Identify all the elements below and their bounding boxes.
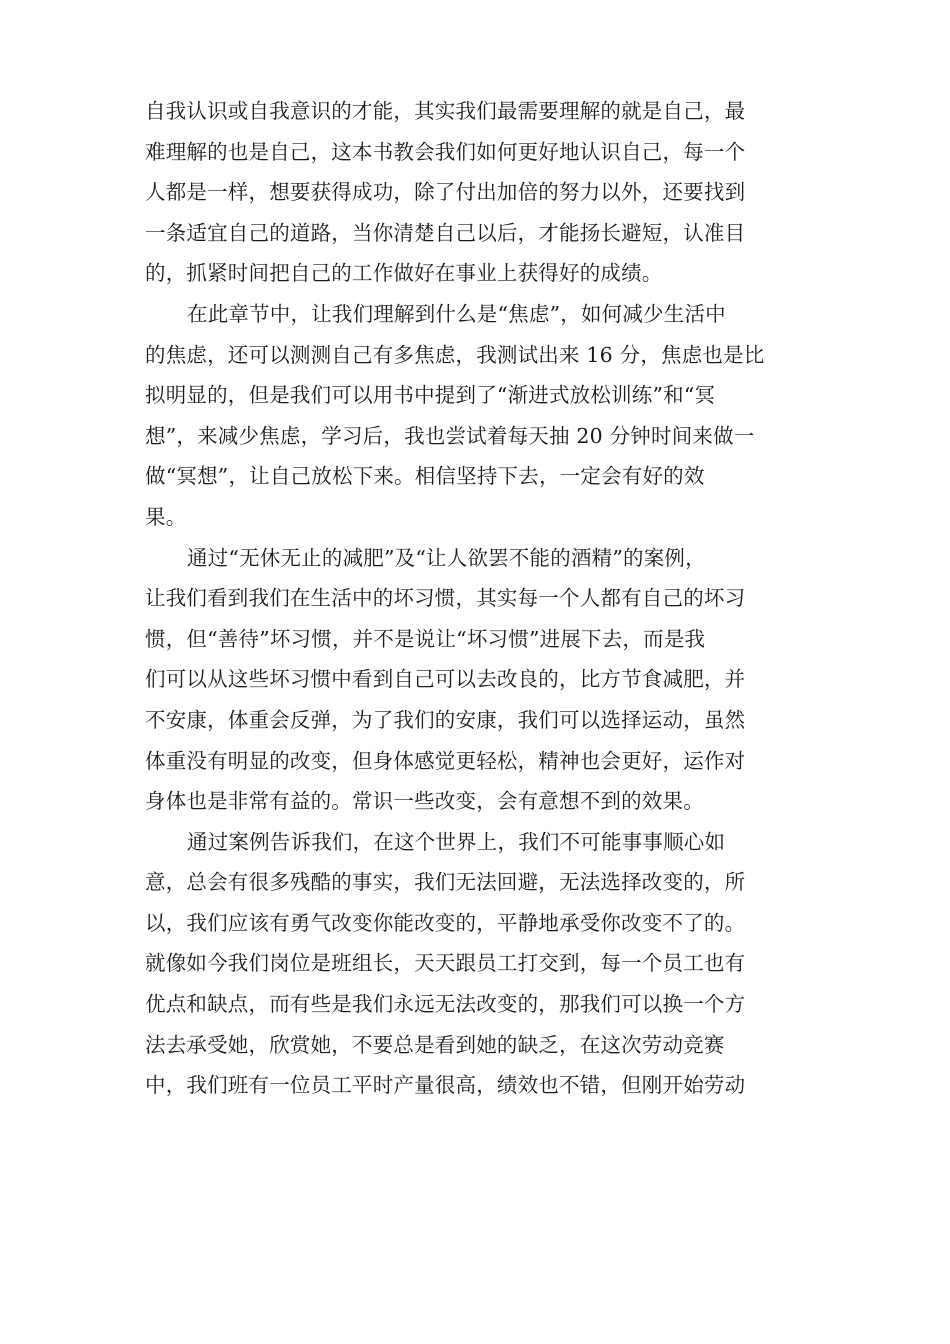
paragraph-line: 拟明显的，但是我们可以用书中提到了“渐进式放松训练”和“冥 xyxy=(145,383,716,408)
paragraph-line: 自我认识或自我意识的才能，其实我们最需要理解的就是自己，最 xyxy=(145,99,746,123)
paragraph-line: 通过案例告诉我们，在这个世界上，我们不可能事事顺心如 xyxy=(187,829,726,854)
paragraph-line: 法去承受她，欣赏她，不要总是看到她的缺乏，在这次劳动竞赛 xyxy=(145,1032,725,1057)
paragraph-line: 的，抓紧时间把自己的工作做好在事业上获得好的成绩。 xyxy=(145,261,663,286)
paragraph-line: 惯，但“善待”坏习惯，并不是说让“坏习惯”进展下去，而是我 xyxy=(145,626,706,651)
paragraph-line: 难理解的也是自己，这本书教会我们如何更好地认识自己，每一个 xyxy=(145,139,746,164)
paragraph-line: 身体也是非常有益的。常识一些改变，会有意想不到的效果。 xyxy=(145,789,704,814)
paragraph-line: 果。 xyxy=(145,504,187,529)
paragraph-line: 不安康，体重会反弹，为了我们的安康，我们可以选择运动，虽然 xyxy=(145,707,746,732)
paragraph-line: 体重没有明显的改变，但身体感觉更轻松，精神也会更好，运作对 xyxy=(145,748,746,773)
paragraph-line: 优点和缺点，而有些是我们永远无法改变的，那我们可以换一个方 xyxy=(145,992,746,1017)
paragraph-line: 想”，来减少焦虑，学习后，我也尝试着每天抽 20 分钟时间来做一 xyxy=(145,423,755,448)
paragraph-line: 中，我们班有一位员工平时产量很高，绩效也不错，但刚开始劳动 xyxy=(145,1073,746,1098)
document-body xyxy=(145,91,815,1106)
paragraph-line: 做“冥想”，让自己放松下来。相信坚持下去，一定会有好的效 xyxy=(145,464,705,489)
paragraph-line: 在此章节中，让我们理解到什么是“焦虑”，如何减少生活中 xyxy=(187,301,726,326)
paragraph-line: 就像如今我们岗位是班组长，天天跟员工打交到，每一个员工也有 xyxy=(145,951,746,976)
paragraph-line: 的焦虑，还可以测测自己有多焦虑，我测试出来 16 分，焦虑也是比 xyxy=(145,342,765,367)
paragraph-line: 让我们看到我们在生活中的坏习惯，其实每一个人都有自己的坏习 xyxy=(145,586,746,611)
paragraph-line: 通过“无休无止的减肥”及“让人欲罢不能的酒精”的案例， xyxy=(187,545,706,570)
paragraph-line: 意，总会有很多残酷的事实，我们无法回避，无法选择改变的，所 xyxy=(145,870,746,895)
paragraph-line: 以，我们应该有勇气改变你能改变的，平静地承受你改变不了的。 xyxy=(145,910,746,935)
paragraph-line: 人都是一样，想要获得成功，除了付出加倍的努力以外，还要找到 xyxy=(145,180,746,205)
paragraph-line: 一条适宜自己的道路，当你清楚自己以后，才能扬长避短，认准目 xyxy=(145,220,746,245)
paragraph-line: 们可以从这些坏习惯中看到自己可以去改良的，比方节食减肥，并 xyxy=(145,667,746,692)
